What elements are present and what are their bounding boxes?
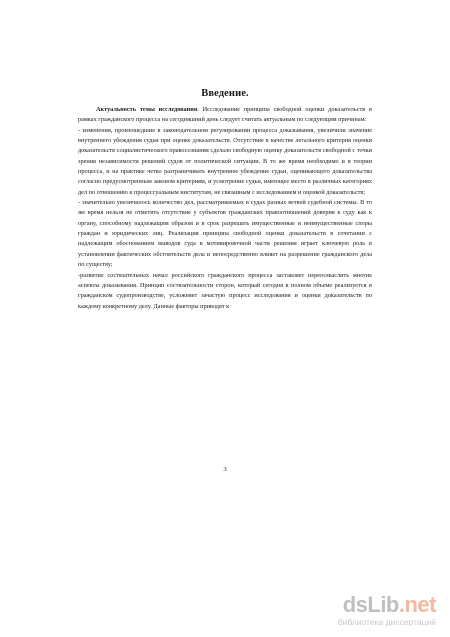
watermark-subtitle: библиотека диссертаций xyxy=(337,617,436,627)
page-number: 3 xyxy=(223,466,227,473)
page-content xyxy=(78,88,372,312)
watermark-logo-main: dsLib xyxy=(342,592,399,617)
body-paragraph-1: - изменения, произошедшие в законодательном регулировании процесса доказывания, увеличили значение внутреннего убеждения судьи при оценке доказательств. Отсутствие в качестве легального критерия оценки доказательств социалистического правосознания сделало свободную оценку доказательств свободной с точки зрения независимости решений судов от политической ситуации. В то же время необходимо и в теории процесса, и на практике четко разграничивать внутреннее убеждение судьи, оценивающего доказательства согласно предусмотренным законом критериям, и усмотрение судьи, имеющее место в различных категориях дел по отношению к процессуальным институтам, не связанным с исследованием и оценкой доказательств; xyxy=(78,126,372,196)
watermark-logo-accent: .net xyxy=(398,592,436,617)
intro-lead: Актуальность темы исследования xyxy=(96,106,198,113)
page-title: Введение. xyxy=(201,88,249,99)
intro-text: . Исследование принципа свободной оценки доказательств в рамках гражданского процесса на сегодняшний день следует считать актуальным по следующим причинам: xyxy=(78,106,372,124)
intro-paragraph xyxy=(78,105,372,126)
body-paragraph-2: - значительно увеличилось количество дел, рассматриваемых в судах разных ветвей судебной системы. В то же время нельзя не отметить отсутствие у субъектов гражданских правоотношений доверия к суду как к органу, способному надлежащим образом и в срок разрешать имущественные и неимущественные споры граждан и юридических лиц. Реализация принципа свободной оценки доказательств в сочетании с надлежащим обоснованием выводов суда в мотивировочной части решения играет ключевую роль в установлении фактических обстоятельств дела и непосредственно влияет на разрешение гражданского дела по существу; xyxy=(78,199,372,269)
watermark-logo xyxy=(326,594,436,616)
watermark[interactable] xyxy=(326,594,436,627)
body-paragraph-3: -развитие состязательных начал российского гражданского процесса заставляет переосмыслить многие аспекты доказывания. Принцип состязательности сторон, который сегодня в полном объеме реализуется в гражданском судопроизводстве, усложняет зачастую процесс исследования и оценки доказательств по каждому конкретному делу. Данные факторы приводят к xyxy=(78,271,372,310)
